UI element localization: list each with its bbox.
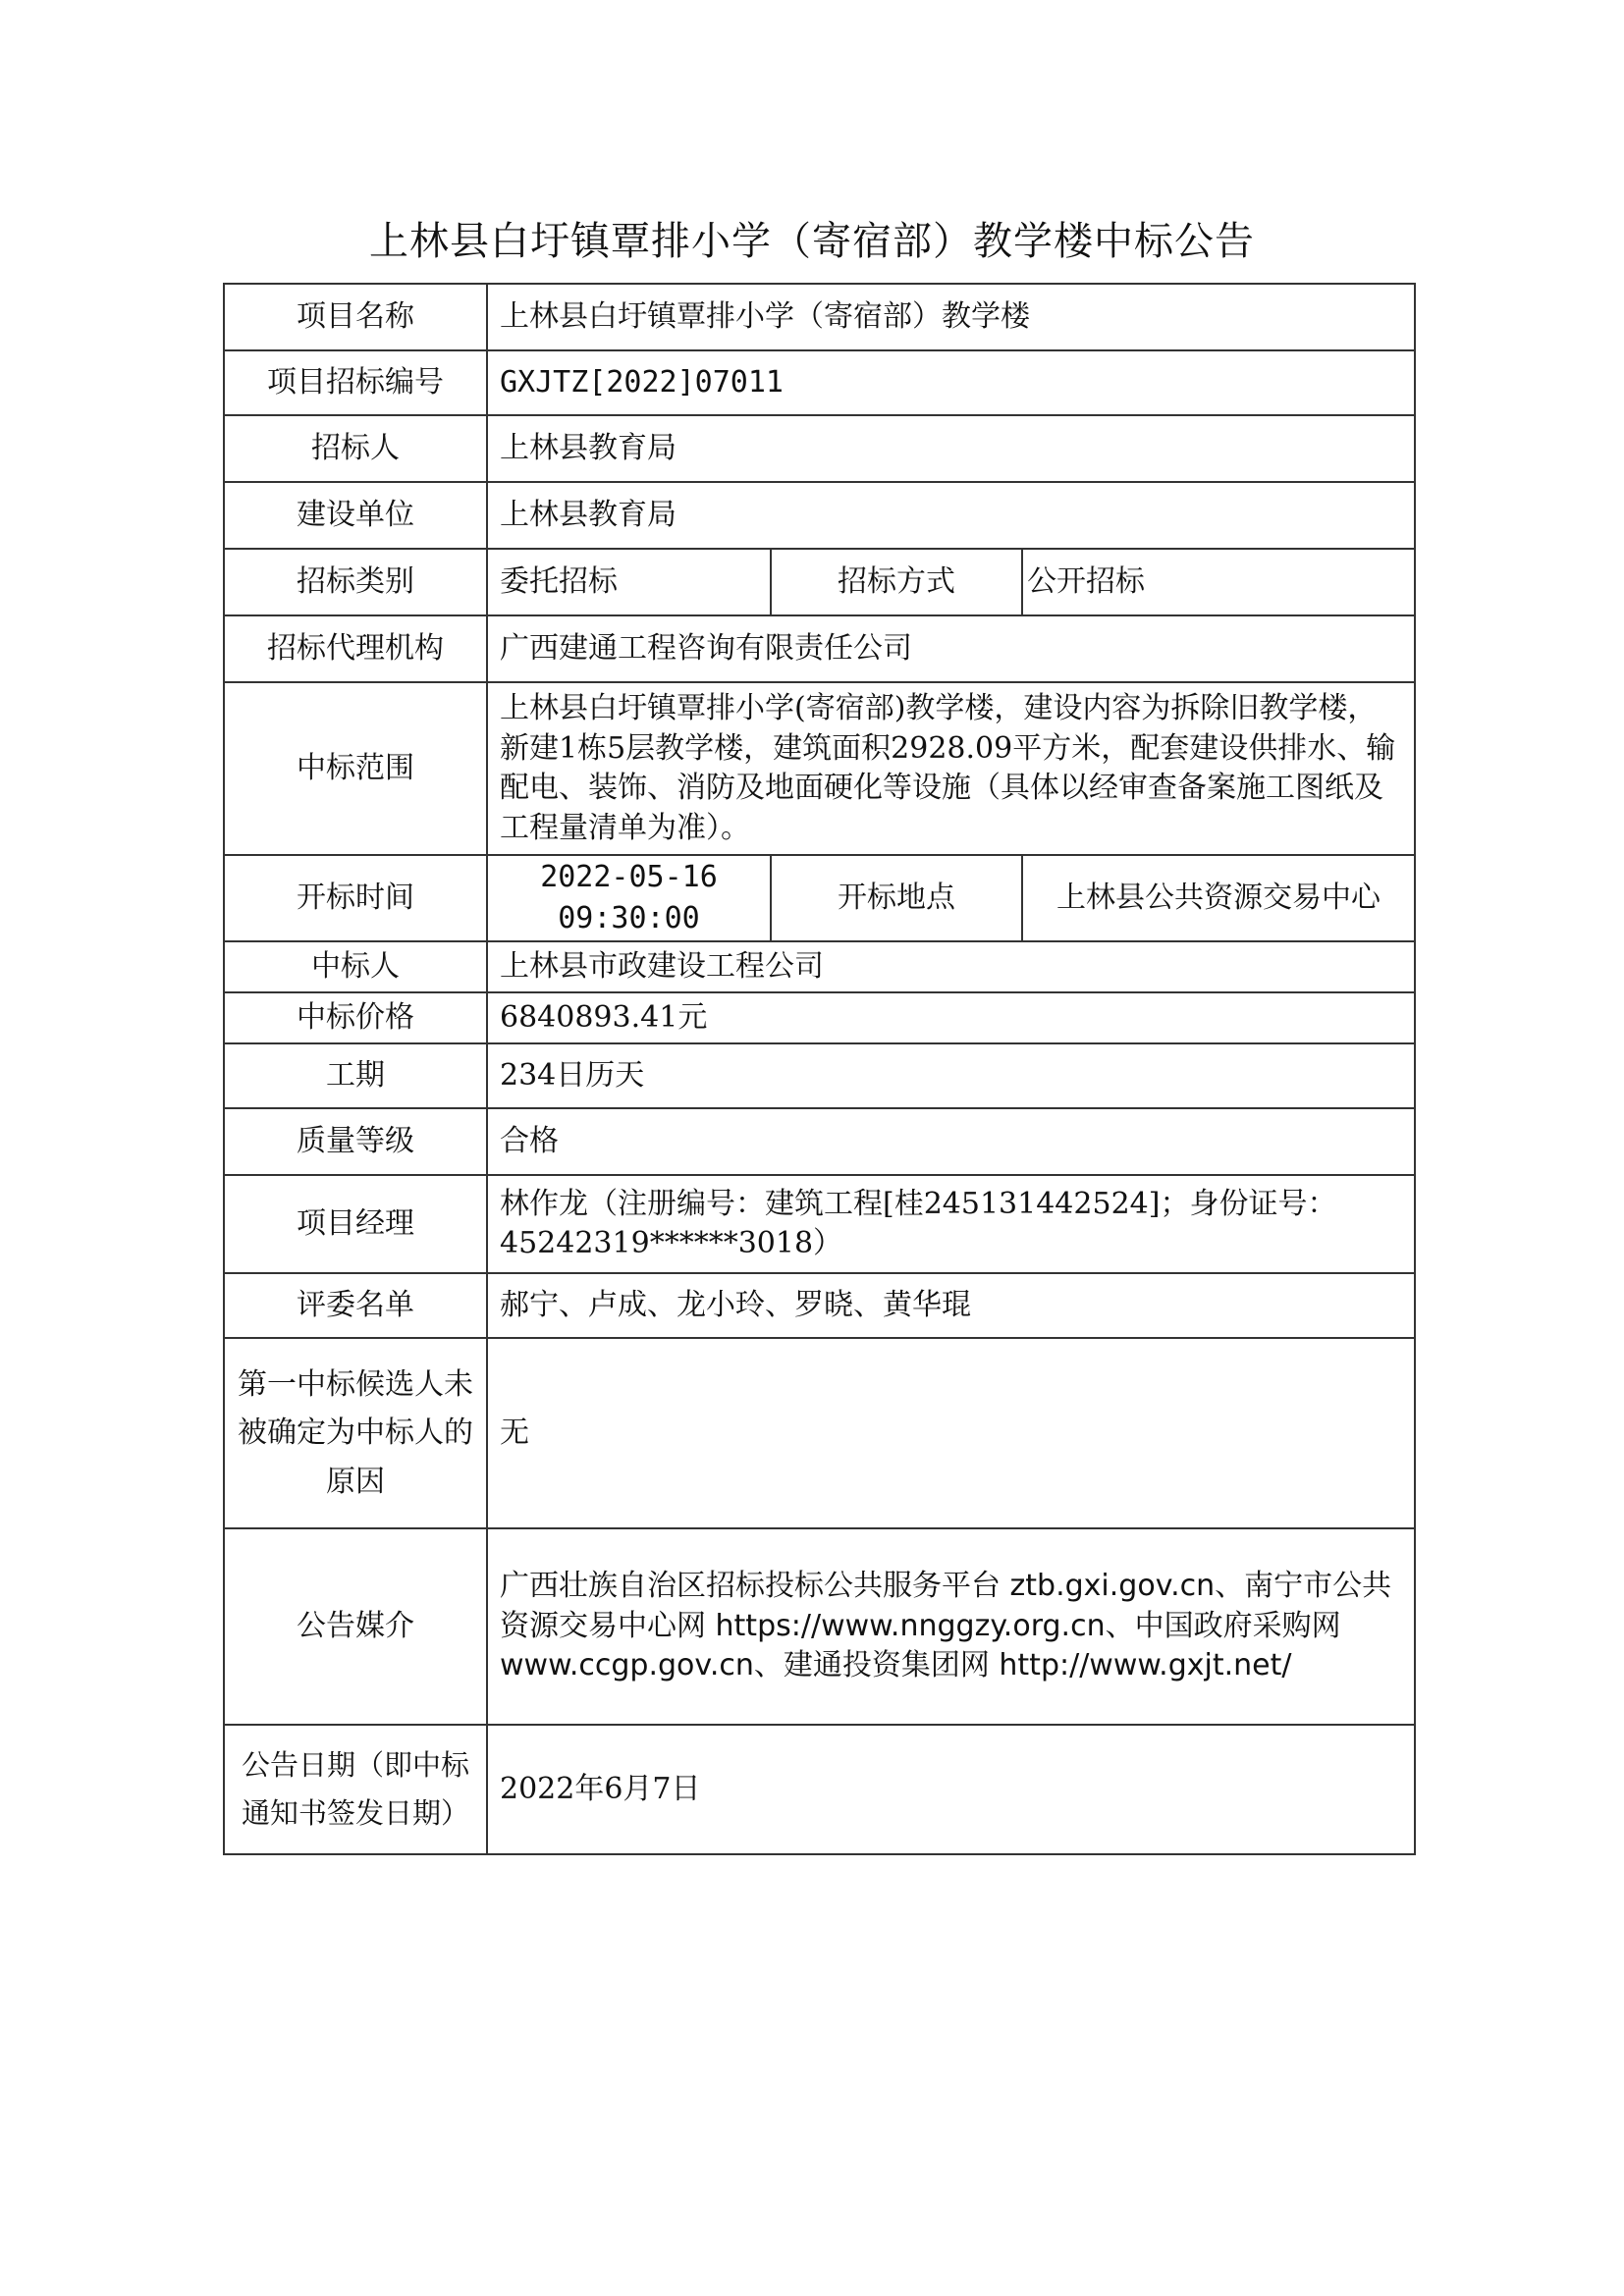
tenderer-value: 上林县教育局	[487, 415, 1415, 482]
winner-value: 上林县市政建设工程公司	[487, 941, 1415, 992]
tender-type-label: 招标类别	[224, 549, 487, 615]
row-project-code	[224, 350, 1415, 415]
jury-label: 评委名单	[224, 1273, 487, 1338]
scope-label: 中标范围	[224, 682, 487, 855]
row-quality	[224, 1108, 1415, 1175]
row-opening	[224, 855, 1415, 941]
construction-unit-value: 上林县教育局	[487, 482, 1415, 549]
opening-place-value: 上林县公共资源交易中心	[1022, 855, 1415, 941]
tender-method-value: 公开招标	[1022, 549, 1415, 615]
row-jury	[224, 1273, 1415, 1338]
row-agency	[224, 615, 1415, 682]
jury-value: 郝宁、卢成、龙小玲、罗晓、黄华琨	[487, 1273, 1415, 1338]
row-construction-unit	[224, 482, 1415, 549]
notice-date-value: 2022年6月7日	[487, 1725, 1415, 1854]
project-manager-value: 林作龙（注册编号：建筑工程[桂245131442524]；身份证号：45242319******3018）	[487, 1175, 1415, 1273]
row-tender-type	[224, 549, 1415, 615]
construction-unit-label: 建设单位	[224, 482, 487, 549]
scope-value: 上林县白圩镇覃排小学(寄宿部)教学楼，建设内容为拆除旧教学楼，新建1栋5层教学楼，建筑面积2928.09平方米，配套建设供排水、输配电、装饰、消防及地面硬化等设施（具体以经审查备案施工图纸及工程量清单为准）。	[487, 682, 1415, 855]
opening-time-value	[487, 855, 771, 941]
row-media	[224, 1528, 1415, 1725]
quality-value: 合格	[487, 1108, 1415, 1175]
price-value: 6840893.41元	[487, 992, 1415, 1043]
opening-date: 2022-05-16	[540, 860, 718, 894]
reason-label: 第一中标候选人未被确定为中标人的原因	[224, 1338, 487, 1528]
row-project-manager	[224, 1175, 1415, 1273]
opening-place-label: 开标地点	[771, 855, 1022, 941]
row-notice-date	[224, 1725, 1415, 1854]
project-name-label: 项目名称	[224, 284, 487, 350]
tender-method-label: 招标方式	[771, 549, 1022, 615]
tenderer-label: 招标人	[224, 415, 487, 482]
row-reason	[224, 1338, 1415, 1528]
tender-type-value: 委托招标	[487, 549, 771, 615]
media-label: 公告媒介	[224, 1528, 487, 1725]
agency-label: 招标代理机构	[224, 615, 487, 682]
row-price	[224, 992, 1415, 1043]
project-code-label: 项目招标编号	[224, 350, 487, 415]
row-scope	[224, 682, 1415, 855]
row-tenderer	[224, 415, 1415, 482]
project-manager-label: 项目经理	[224, 1175, 487, 1273]
row-project-name	[224, 284, 1415, 350]
opening-time-label: 开标时间	[224, 855, 487, 941]
opening-time: 09:30:00	[558, 901, 700, 935]
period-label: 工期	[224, 1043, 487, 1108]
media-value: 广西壮族自治区招标投标公共服务平台 ztb.gxi.gov.cn、南宁市公共资源交易中心网 https://www.nnggzy.org.cn、中国政府采购网 www.ccgp.gov.cn、建通投资集团网 http://www.gxjt.net/	[487, 1528, 1415, 1725]
reason-value: 无	[487, 1338, 1415, 1528]
document-title: 上林县白圩镇覃排小学（寄宿部）教学楼中标公告	[369, 219, 1255, 264]
project-code-value: GXJTZ[2022]07011	[487, 350, 1415, 415]
project-name-value: 上林县白圩镇覃排小学（寄宿部）教学楼	[487, 284, 1415, 350]
price-label: 中标价格	[224, 992, 487, 1043]
row-winner	[224, 941, 1415, 992]
row-period	[224, 1043, 1415, 1108]
award-notice-table	[223, 283, 1416, 1855]
winner-label: 中标人	[224, 941, 487, 992]
agency-value: 广西建通工程咨询有限责任公司	[487, 615, 1415, 682]
notice-date-label: 公告日期（即中标通知书签发日期）	[224, 1725, 487, 1854]
period-value: 234日历天	[487, 1043, 1415, 1108]
quality-label: 质量等级	[224, 1108, 487, 1175]
